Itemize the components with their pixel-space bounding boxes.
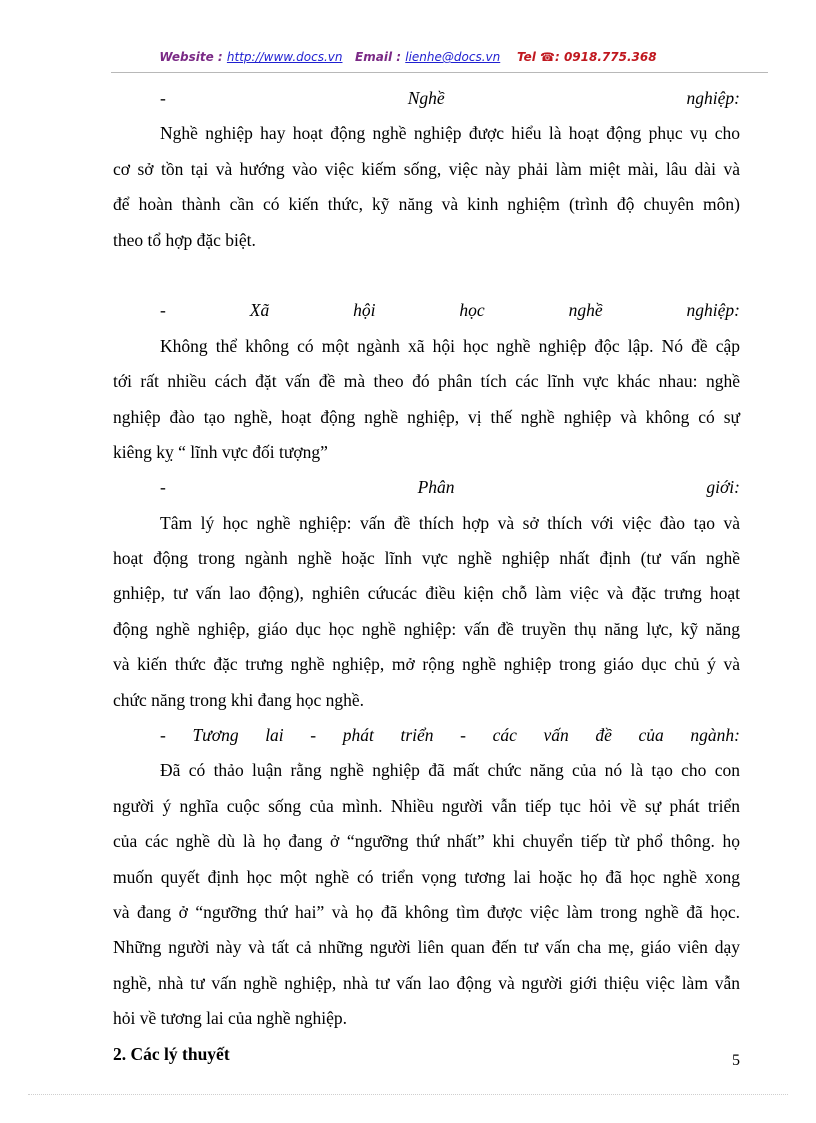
phone-icon: ☎ (540, 50, 555, 64)
paragraph-line: muốn quyết định học một nghề có triển vọng tương lai hoặc họ đã học nghề xong (113, 866, 740, 887)
footer-divider (28, 1094, 788, 1095)
website-label: Website : (159, 50, 223, 64)
document-body (113, 81, 740, 1072)
heading-tuong-lai: - Tương lai - phát triển - các vấn đề của ngành: (160, 725, 740, 746)
heading-xa-hoi-hoc: - Xã hội học nghề nghiệp: (160, 300, 740, 321)
paragraph-line: của các nghề dù là họ đang ở “ngưỡng thứ nhất” khi chuyển tiếp từ phổ thông. họ (113, 831, 740, 852)
heading-nghe-nghiep: - Nghề nghiệp: (160, 88, 740, 108)
email-link[interactable]: lienhe@docs.vn (405, 50, 501, 64)
paragraph-line: Đã có thảo luận rằng nghề nghiệp đã mất chức năng của nó là tạo cho con (160, 760, 740, 781)
paragraph-gap (113, 258, 740, 293)
paragraph-line: tới rất nhiều cách đặt vấn đề mà theo đó phân tích các lĩnh vực khác nhau: nghề (113, 371, 740, 392)
heading-phan-gioi: - Phân giới: (160, 477, 740, 498)
paragraph-line: cơ sở tồn tại và hướng vào việc kiếm sống, việc này phải làm miệt mài, lâu dài và (113, 158, 740, 179)
page-number: 5 (732, 1052, 740, 1069)
paragraph-line: người ý nghĩa cuộc sống của mình. Nhiều người vẫn tiếp tục hỏi về sự phát triển (113, 795, 740, 816)
paragraph-line: Không thể không có một ngành xã hội học nghề nghiệp độc lập. Nó đề cập (160, 335, 740, 356)
paragraph-line: và đang ở “ngưỡng thứ hai” và họ đã không tìm được việc làm trong nghề đã học. (113, 901, 740, 922)
paragraph-line: Những người này và tất cả những người liên quan đến tư vấn cha mẹ, giáo viên dạy (113, 937, 740, 958)
paragraph-line: để hoàn thành cần có kiến thức, kỹ năng và kinh nghiệm (trình độ chuyên môn) (113, 194, 740, 215)
paragraph-line: nghiệp đào tạo nghề, hoạt động nghề nghiệp, vị thế nghề nghiệp và không có sự (113, 406, 740, 427)
header-divider (111, 72, 768, 73)
paragraph-line: kiêng kỵ “ lĩnh vực đối tượng” (113, 441, 328, 462)
paragraph-line: hoạt động trong ngành nghề hoặc lĩnh vực nghề nghiệp nhất định (tư vấn nghề (113, 548, 740, 569)
section-title: 2. Các lý thuyết (113, 1043, 230, 1064)
paragraph-line: theo tổ hợp đặc biệt. (113, 229, 256, 250)
paragraph-line: gnhiệp, tư vấn lao động), nghiên cứucác điều kiện chỗ làm việc và đặc trưng hoạt (113, 583, 740, 604)
email-label: Email : (355, 50, 402, 64)
website-link[interactable]: http://www.docs.vn (226, 50, 343, 64)
paragraph-line: và kiến thức đặc trưng nghề nghiệp, mở rộng nghề nghiệp trong giáo dục chủ ý và (113, 654, 740, 675)
tel-number: : 0918.775.368 (554, 50, 657, 64)
page-header (0, 50, 816, 64)
paragraph-line: Nghề nghiệp hay hoạt động nghề nghiệp được hiểu là hoạt động phục vụ cho (160, 123, 740, 144)
paragraph-line: nghề, nhà tư vấn nghề nghiệp, nhà tư vấn lao động và người giới thiệu việc làm vẫn (113, 972, 740, 993)
paragraph-line: động nghề nghiệp, giáo dục học nghề nghiệp: vấn đề truyền thụ năng lực, kỹ năng (113, 618, 740, 639)
paragraph-line: Tâm lý học nghề nghiệp: vấn đề thích hợp và sở thích với việc đào tạo và (160, 512, 740, 533)
paragraph-line: chức năng trong khi đang học nghề. (113, 689, 365, 710)
paragraph-line: hỏi về tương lai của nghề nghiệp. (113, 1008, 348, 1029)
tel-label: Tel (516, 50, 536, 64)
